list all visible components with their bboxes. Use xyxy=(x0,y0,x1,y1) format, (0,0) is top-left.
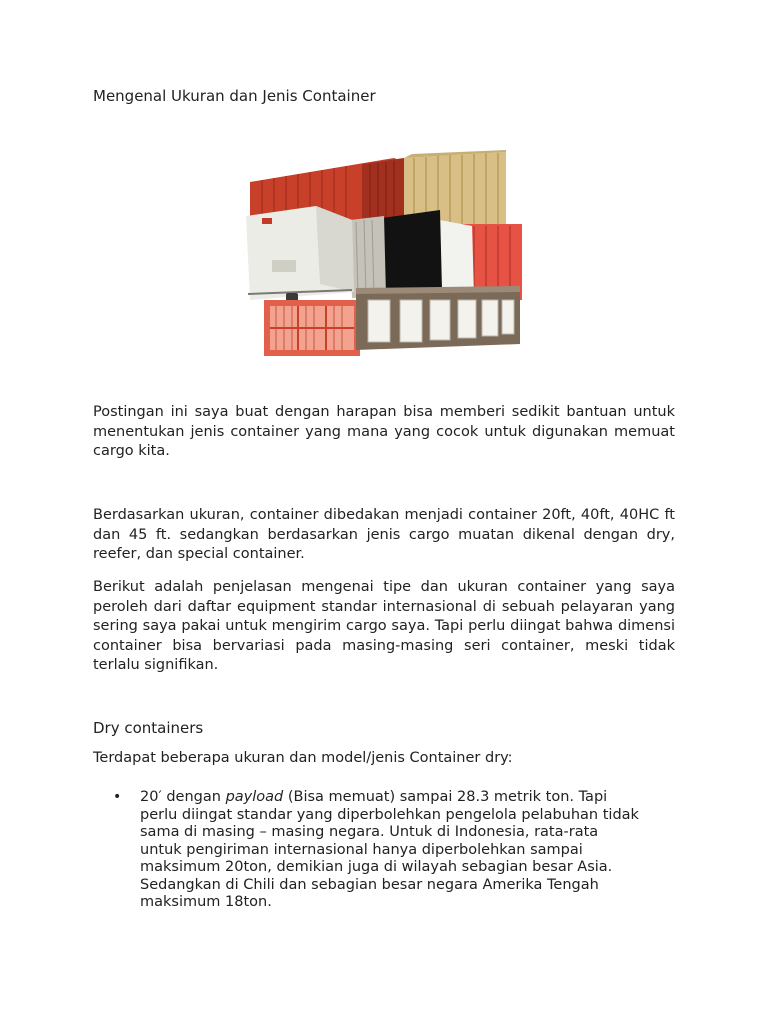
list-item-line: untuk pengiriman internasional hanya diperbolehkan sampai xyxy=(140,841,583,858)
white-trailer xyxy=(246,206,354,305)
section-intro: Terdapat beberapa ukuran dan model/jenis Container dry: xyxy=(93,750,513,766)
list-item-line: maksimum 18ton. xyxy=(140,894,272,910)
dry-container-list xyxy=(113,789,675,912)
document-title: Mengenal Ukuran dan Jenis Container xyxy=(93,87,376,105)
list-item-line: Sedangkan di Chili dan sebagian besar negara Amerika Tengah xyxy=(140,876,599,893)
list-item-line: perlu diingat standar yang diperbolehkan pengelola pelabuhan tidak xyxy=(140,806,639,823)
intro-paragraph: Postingan ini saya buat dengan harapan bisa memberi sedikit bantuan untuk menentukan jenis container yang mana yang cocok untuk digunakan memuat cargo kita. xyxy=(93,404,675,459)
bullet-icon: • xyxy=(113,789,122,805)
section-heading: Dry containers xyxy=(93,719,204,737)
list-item-prefix: 20′ dengan xyxy=(140,789,226,805)
explanation-paragraph: Berikut adalah penjelasan mengenai tipe dan ukuran container yang saya peroleh dari daftar equipment standar internasional di sebuah pelayaran yang sering saya pakai untuk mengirim cargo saya. Tapi perlu diingat bahwa dimensi container bisa bervariasi pada masing-masing seri container, meski tidak terlalu signifikan. xyxy=(93,579,675,673)
list-item-line xyxy=(140,789,675,807)
container-photo xyxy=(244,150,522,358)
list-item-emphasis: payload xyxy=(225,789,284,805)
list-item-text: (Bisa memuat) sampai 28.3 metrik ton. Tapi xyxy=(283,789,608,805)
red-frame-container xyxy=(264,300,360,356)
brown-panel-container xyxy=(356,286,520,350)
list-item-line: maksimum 20ton, demikian juga di wilayah sebagian besar Asia. xyxy=(140,859,613,875)
list-item xyxy=(113,789,675,912)
list-item-line: sama di masing – masing negara. Untuk di Indonesia, rata-rata xyxy=(140,824,599,840)
size-type-paragraph: Berdasarkan ukuran, container dibedakan menjadi container 20ft, 40ft, 40HC ft dan 45 ft. sedangkan berdasarkan jenis cargo muatan dikenal dengan dry, reefer, dan special container. xyxy=(93,507,675,562)
open-container xyxy=(350,210,474,300)
